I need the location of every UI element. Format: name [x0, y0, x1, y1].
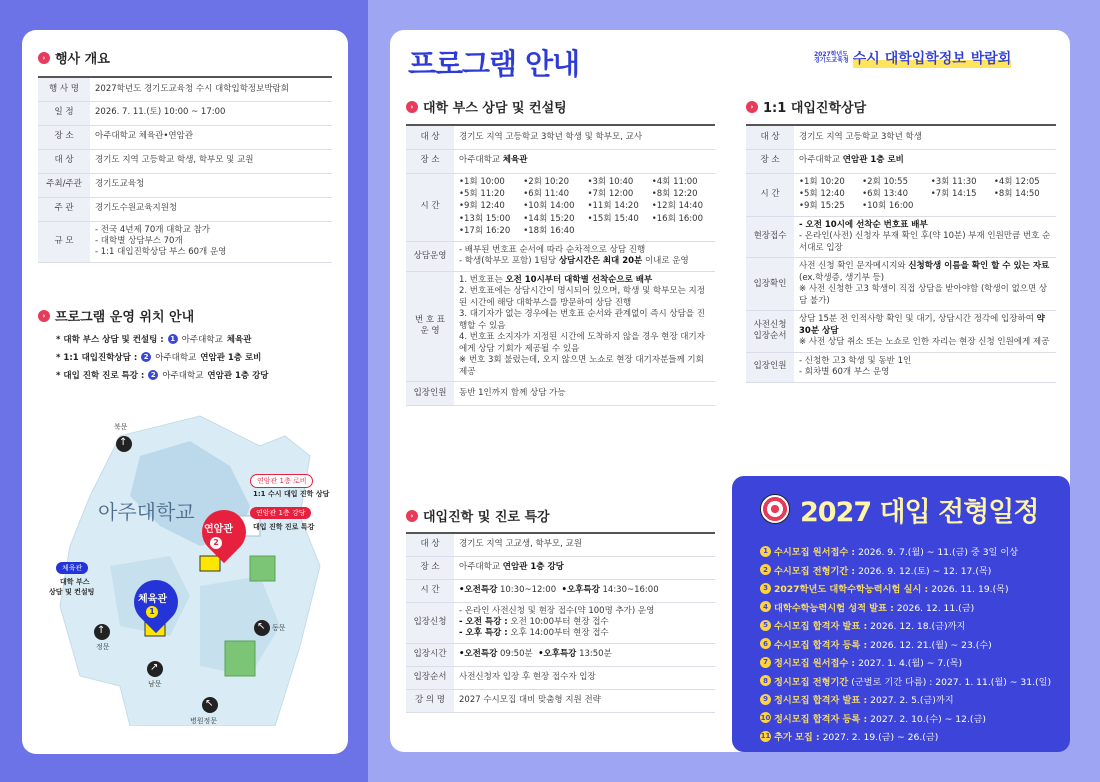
- table-row: [38, 101, 332, 125]
- table-row: [746, 352, 1056, 382]
- scale-line: - 전국 4년제 70개 대학교 참가: [95, 224, 210, 235]
- schedule-date: 2026. 11. 19.(목): [931, 584, 1009, 595]
- row-key: 대 상: [38, 149, 90, 173]
- table-row: [406, 602, 715, 643]
- south-gate-arrow-icon: ↗: [150, 662, 159, 673]
- onsite-line: - 온라인(사전) 신청자 부재 확인 후(약 10분) 부재 인원만큼 번호 순서대로 입장: [799, 231, 1051, 253]
- schedule-item: [760, 544, 1060, 558]
- num-line: 2. 번호표에는 상담시간이 명시되어 있으며, 학생 및 학부모는 지정된 시간에 해당 대학부스를 방문하여 상담 진행: [459, 286, 705, 308]
- schedule-item: [760, 692, 1060, 706]
- scale-line: - 1:1 대입진학상담 부스 60개 운영: [95, 247, 227, 258]
- table-row: [406, 556, 715, 579]
- schedule-number: 4: [760, 601, 771, 612]
- row-key: 사전신청 입장순서: [746, 311, 794, 352]
- time-slot: •4회 12:05: [993, 176, 1040, 187]
- schedule-label: 수시모집 원서접수 :: [774, 547, 856, 558]
- booth-table: [406, 124, 715, 406]
- people-line: - 회차별 60개 부스 운영: [799, 367, 890, 378]
- north-gate-label: 북문: [114, 423, 128, 431]
- time-slot: •4회 11:00: [651, 176, 698, 187]
- consult-heading: [746, 97, 866, 116]
- schedule-number: 6: [760, 638, 771, 649]
- lecture-table: [406, 532, 715, 713]
- time-slot: •8회 14:50: [993, 188, 1040, 199]
- time-slot: •5회 12:40: [799, 188, 845, 199]
- table-row: [406, 125, 715, 149]
- row-value: 2027 수시모집 대비 맞춤형 지원 전략: [454, 689, 715, 712]
- location-place: 아주대학교: [181, 335, 223, 345]
- schedule-label: 추가 모집 :: [774, 732, 820, 743]
- check-text: 사전 신청 확인 문자메시지와: [799, 261, 909, 272]
- row-key: 대 상: [406, 533, 454, 556]
- row-value: 2026. 7. 11.(토) 10:00 ~ 17:00: [90, 101, 332, 125]
- num-bold: 오전 10시부터 대학별 선착순으로 배부: [505, 274, 653, 285]
- tag-hall-desc: 대입 진학 진로 특강: [253, 523, 315, 531]
- brand-small-org: 경기도교육청: [814, 57, 849, 64]
- location-place-bold: 연암관 1층 로비: [200, 353, 262, 363]
- people-line: - 신청한 고3 학생 및 동반 1인: [799, 355, 912, 366]
- main-gate-arrow-icon: ↑: [97, 625, 106, 636]
- table-row: [406, 689, 715, 712]
- time-slot: •6회 13:40: [862, 188, 908, 199]
- schedule-item: [760, 711, 1060, 725]
- pin-gym-name: 체육관: [138, 594, 167, 605]
- arrow-icon: ›: [38, 52, 50, 64]
- table-row: [38, 173, 332, 197]
- schedule-number: 9: [760, 694, 771, 705]
- time-slot: •9회 12:40: [459, 201, 505, 212]
- row-key: 시 간: [746, 173, 794, 216]
- row-value: [454, 271, 715, 381]
- num-line: 3. 대기자가 없는 경우에는 번호표 순서와 관계없이 즉시 상담을 진행할 수 있음: [459, 309, 705, 331]
- apply-text: 오전 10:00부터 현장 접수: [507, 616, 609, 627]
- program-title: 프로그램 안내: [408, 47, 580, 81]
- schedule-number: 2: [760, 564, 771, 575]
- op-text: 이내로 운영: [642, 256, 689, 267]
- row-key: 번 호 표 운 영: [406, 271, 454, 381]
- table-row: [406, 173, 715, 241]
- time-slot: •11회 14:20: [587, 201, 639, 212]
- op-line: - 배부된 번호표 순서에 따라 순차적으로 상담 진행: [459, 244, 646, 255]
- row-value: 경기도수원교육지원청: [90, 197, 332, 221]
- table-row: [38, 221, 332, 262]
- location-number: 2: [148, 370, 158, 380]
- schedule-item: [760, 729, 1060, 743]
- row-value: [454, 556, 715, 579]
- east-gate-label: 동문: [272, 624, 286, 632]
- target-icon: [760, 494, 790, 524]
- row-key: 입장순서: [406, 666, 454, 689]
- row-key: 현장접수: [746, 216, 794, 257]
- schedule-date: 2026. 12. 18.(금)까지: [870, 621, 966, 632]
- schedule-item: [760, 655, 1060, 669]
- time-slot: •3회 11:30: [930, 176, 977, 187]
- arrow-icon: ›: [38, 310, 50, 322]
- row-key: 행 사 명: [38, 77, 90, 101]
- schedule-number: 11: [760, 732, 771, 740]
- row-value: 사전신청자 입장 후 현장 접수자 입장: [454, 666, 715, 689]
- location-label: * 대입 진학 진로 특강 :: [56, 371, 145, 381]
- row-value: [794, 311, 1056, 352]
- row-value: [794, 149, 1056, 173]
- row-key: 장 소: [746, 149, 794, 173]
- schedule-date: 2027. 1. 4.(월) ~ 7.(목): [858, 658, 963, 669]
- schedule-label: 수시모집 합격자 등록 :: [774, 639, 868, 651]
- arrow-icon: ›: [406, 510, 418, 522]
- row-value: 경기도 지역 고등학교 학생, 학부모 및 교원: [90, 149, 332, 173]
- row-value: [454, 643, 715, 666]
- entry-pm-label: •오후특강: [538, 649, 577, 660]
- table-row: [406, 666, 715, 689]
- table-row: [406, 271, 715, 381]
- table-row: [746, 311, 1056, 352]
- location-place-bold: 연암관 1층 강당: [207, 371, 269, 381]
- time-slot: •14회 15:20: [523, 213, 575, 224]
- location-place-bold: 체육관: [226, 335, 252, 345]
- time-grid: [454, 173, 715, 241]
- schedule-number: 3: [760, 583, 771, 594]
- row-key: 장 소: [406, 556, 454, 579]
- onsite-bold: - 오전 10시에 선착순 번호표 배부: [799, 219, 928, 230]
- place-bold: 체육관: [502, 155, 528, 166]
- table-row: [38, 197, 332, 221]
- location-item: [56, 351, 346, 363]
- row-key: 입장신청: [406, 602, 454, 643]
- arrow-icon: ›: [406, 101, 418, 113]
- lecture-title: 대입진학 및 진로 특강: [423, 510, 550, 525]
- time-slot: •8회 12:20: [651, 188, 698, 199]
- tag-lobby-desc: 1:1 수시 대입 진학 상담: [253, 490, 330, 498]
- hospital-gate-label: 병원정문: [190, 717, 218, 725]
- schedule-label: 2027학년도 대학수학능력시험 실시 :: [774, 584, 929, 595]
- tag-gym-desc2: 상담 및 컨설팅: [49, 588, 95, 596]
- location-item: [56, 333, 346, 345]
- pin-yeonam-number: 2: [210, 537, 222, 549]
- schedule-label: 수시모집 전형기간 :: [774, 565, 856, 577]
- op-bold: 상담시간은 최대 20분: [558, 256, 643, 267]
- row-value: 동반 1인까지 함께 상담 가능: [454, 382, 715, 406]
- time-slot: •12회 14:40: [651, 201, 703, 212]
- location-place: 아주대학교: [155, 353, 197, 363]
- row-value: [90, 221, 332, 262]
- op-text: - 학생(학부모 포함) 1팀당: [459, 256, 559, 267]
- table-row: [406, 579, 715, 602]
- schedule-item: [760, 581, 1060, 595]
- row-key: 시 간: [406, 173, 454, 241]
- schedule-number: 1: [760, 546, 771, 557]
- row-value: 경기도 지역 고교생, 학부모, 교원: [454, 533, 715, 556]
- row-key: 입장시간: [406, 643, 454, 666]
- tag-gym-desc1: 대학 부스: [60, 578, 90, 586]
- row-value: 경기도 지역 고등학교 3학년 학생: [794, 125, 1056, 149]
- schedule-date: 2027. 2. 19.(금) ~ 26.(금): [822, 732, 939, 743]
- row-key: 입장확인: [746, 258, 794, 311]
- row-key: 강 의 명: [406, 689, 454, 712]
- order-line: [799, 314, 1051, 337]
- location-label: * 1:1 대입진학상담 :: [56, 353, 138, 363]
- place-text: 아주대학교: [799, 155, 843, 166]
- table-row: [406, 643, 715, 666]
- schedule-box: [732, 476, 1070, 752]
- brand-small: [814, 52, 849, 64]
- overview-table: [38, 76, 332, 263]
- east-gate-arrow-icon: ↖: [257, 621, 266, 632]
- tag-lobby: 연암관 1층 로비: [250, 474, 313, 488]
- scale-line: - 대학별 상담부스 70개: [95, 235, 183, 246]
- schedule-item: [760, 600, 1060, 614]
- apply-line: [459, 617, 710, 628]
- time-grid: [794, 173, 1056, 216]
- schedule-item: [760, 637, 1060, 651]
- table-row: [38, 149, 332, 173]
- row-value: [454, 602, 715, 643]
- time-slot: •1회 10:20: [799, 176, 845, 187]
- schedule-number: 7: [760, 657, 771, 668]
- schedule-date: 2026. 12. 11.(금): [896, 602, 975, 614]
- check-line: ※ 사전 신청한 고3 학생이 직접 상담을 받아야함 (학생이 없으면 상담 불가): [799, 284, 1048, 306]
- tag-hall: 연암관 1층 강당: [250, 507, 311, 519]
- consult-title: 1:1 대입진학상담: [763, 101, 867, 116]
- campus-name: 아주대학교: [98, 500, 195, 524]
- south-gate-label: 남문: [148, 680, 162, 688]
- schedule-label: 정시모집 원서접수 :: [774, 658, 856, 669]
- entry-am-time: 09:50분: [497, 649, 533, 660]
- table-row: [746, 216, 1056, 257]
- pm-label: •오후특강: [561, 584, 600, 595]
- table-row: [38, 125, 332, 149]
- time-slot: •7회 14:15: [930, 188, 977, 199]
- time-slot: •18회 16:40: [523, 226, 575, 237]
- lecture-heading: [406, 506, 550, 525]
- check-text: (ex.학생증, 생기부 등): [799, 272, 885, 283]
- hospital-gate-arrow-icon: ↖: [205, 698, 214, 709]
- schedule-date: 2026. 9. 12.(토) ~ 12. 17.(목): [858, 565, 992, 577]
- row-key: 입장인원: [406, 382, 454, 406]
- schedule-number: 10: [760, 713, 771, 722]
- order-line: ※ 사전 상담 취소 또는 노쇼로 인한 자리는 현장 신청 인원에게 제공: [799, 337, 1050, 348]
- table-row: [38, 77, 332, 101]
- num-line: ※ 번호 3회 불렀는데, 오지 않으면 노쇼로 현장 대기자분들께 기회 제공: [459, 355, 704, 377]
- op-line: [459, 256, 710, 267]
- num-text: 1. 번호표는: [459, 274, 506, 285]
- pm-time: 14:30~16:00: [599, 584, 659, 595]
- row-value: 2027학년도 경기도교육청 수시 대학입학정보박람회: [90, 77, 332, 101]
- row-key: 일 정: [38, 101, 90, 125]
- schedule-number: 5: [760, 620, 771, 631]
- location-place: 아주대학교: [162, 371, 204, 381]
- row-value: [794, 258, 1056, 311]
- arrow-icon: ›: [746, 101, 758, 113]
- schedule-label: 정시모집 합격자 발표 :: [774, 695, 868, 706]
- order-bold: 약 30분 상담: [799, 314, 1045, 336]
- schedule-date: 2026. 12. 21.(월) ~ 23.(수): [870, 639, 992, 651]
- location-item: [56, 369, 346, 381]
- check-bold: 신청학생 이름을 확인 할 수 있는 자료: [908, 261, 1050, 272]
- tag-gym: 체육관: [56, 562, 88, 574]
- time-slot: •13회 15:00: [459, 213, 511, 224]
- schedule-item: [760, 563, 1060, 577]
- time-slot: •16회 16:00: [651, 213, 703, 224]
- time-slot: •3회 10:40: [587, 176, 634, 187]
- schedule-number: 8: [760, 675, 771, 686]
- location-number: 2: [141, 352, 151, 362]
- table-row: [746, 125, 1056, 149]
- schedule-list: [760, 544, 1060, 748]
- brand-small-year: 2027학년도: [814, 51, 849, 58]
- place-text: 아주대학교: [459, 561, 503, 572]
- overview-heading: [38, 48, 110, 67]
- schedule-item: [760, 618, 1060, 632]
- apply-text: 오후 14:00부터 현장 접수: [507, 628, 609, 639]
- row-value: 아주대학교 체육관•연암관: [90, 125, 332, 149]
- num-line: 4. 번호표 소지자가 지정된 시간에 도착하지 않을 경우 현장 대기자에게 상담 기회가 제공될 수 있음: [459, 332, 705, 354]
- row-value: [454, 149, 715, 173]
- schedule-date: 2027. 2. 5.(금)까지: [870, 695, 954, 706]
- location-label: * 대학 부스 상담 및 컨설팅 :: [56, 335, 164, 345]
- table-row: [746, 149, 1056, 173]
- schedule-date: 2027. 2. 10.(수) ~ 12.(금): [870, 713, 986, 725]
- time-slot: •2회 10:55: [862, 176, 908, 187]
- am-time: 10:30~12:00: [497, 584, 557, 595]
- overview-title: 행사 개요: [55, 52, 110, 67]
- row-key: 규 모: [38, 221, 90, 262]
- row-value: [454, 579, 715, 602]
- table-row: [746, 173, 1056, 216]
- table-row: [406, 382, 715, 406]
- time-slot: •1회 10:00: [459, 176, 505, 187]
- place-bold: 연암관 1층 로비: [842, 155, 904, 166]
- pin-gym-number: 1: [146, 606, 158, 618]
- row-key: 주최/주관: [38, 173, 90, 197]
- apply-bold: - 오전 특강 :: [459, 616, 508, 627]
- time-slot: •2회 10:20: [523, 176, 570, 187]
- campus-map-graphic: [50, 396, 348, 726]
- schedule-label: 수시모집 합격자 발표 :: [774, 621, 868, 632]
- row-key: 상담운영: [406, 241, 454, 271]
- apply-line: - 온라인 사전신청 및 현장 접수(약 100명 추가) 운영: [459, 605, 655, 616]
- schedule-date: 2026. 9. 7.(월) ~ 11.(금) 중 3일 이상: [858, 547, 1019, 558]
- schedule-label: 정시모집 합격자 등록 :: [774, 713, 868, 725]
- row-key: 주 관: [38, 197, 90, 221]
- table-row: [406, 241, 715, 271]
- row-value: [794, 352, 1056, 382]
- check-line: [799, 261, 1051, 284]
- order-text: 상담 15분 전 인적사항 확인 및 대기, 상담시간 정각에 입장하여: [799, 314, 1037, 325]
- entry-am-label: •오전특강: [459, 649, 498, 660]
- brand: [814, 48, 1011, 68]
- row-key: 장 소: [38, 125, 90, 149]
- time-slot: •6회 11:40: [523, 188, 570, 199]
- row-value: 경기도 지역 고등학교 3학년 학생 및 학부모, 교사: [454, 125, 715, 149]
- consult-table: [746, 124, 1056, 383]
- am-label: •오전특강: [459, 584, 498, 595]
- place-text: 아주대학교: [459, 155, 503, 166]
- table-row: [406, 149, 715, 173]
- location-number: 1: [168, 334, 178, 344]
- row-value: 경기도교육청: [90, 173, 332, 197]
- north-gate-arrow-icon: ↑: [119, 437, 128, 448]
- main-gate-label: 정문: [96, 643, 110, 651]
- schedule-date: (군별로 기간 다름) : 2027. 1. 11.(월) ~ 31.(일): [851, 676, 1052, 688]
- time-slot: •17회 16:20: [459, 226, 511, 237]
- location-title: 프로그램 운영 위치 안내: [55, 310, 195, 325]
- entry-pm-time: 13:50분: [576, 649, 612, 660]
- time-slot: •9회 15:25: [799, 201, 845, 212]
- booth-heading: [406, 97, 567, 116]
- apply-bold: - 오후 특강 :: [459, 628, 508, 639]
- schedule-label: 정시모집 전형기간: [774, 676, 849, 688]
- num-line: [459, 275, 710, 286]
- apply-line: [459, 628, 710, 639]
- row-value: [454, 241, 715, 271]
- place-bold: 연암관 1층 강당: [502, 561, 564, 572]
- location-list: [56, 333, 346, 387]
- schedule-label: 대학수학능력시험 성적 발표 :: [774, 602, 894, 614]
- row-key: 대 상: [406, 125, 454, 149]
- schedule-title: 2027 대입 전형일정: [800, 497, 1039, 528]
- campus-map: [50, 396, 348, 726]
- brand-main: 수시 대학입학정보 박람회: [853, 48, 1012, 68]
- time-slot: •5회 11:20: [459, 188, 505, 199]
- row-key: 시 간: [406, 579, 454, 602]
- time-slot: •10회 14:00: [523, 201, 575, 212]
- row-key: 대 상: [746, 125, 794, 149]
- location-heading: [38, 306, 194, 325]
- time-slot: •7회 12:00: [587, 188, 634, 199]
- pin-yeonam-name: 연암관: [204, 524, 233, 535]
- table-row: [406, 533, 715, 556]
- schedule-item: [760, 674, 1060, 688]
- row-key: 장 소: [406, 149, 454, 173]
- booth-title: 대학 부스 상담 및 컨설팅: [423, 101, 567, 116]
- row-value: [794, 216, 1056, 257]
- time-slot: •10회 16:00: [862, 201, 914, 212]
- table-row: [746, 258, 1056, 311]
- row-key: 입장인원: [746, 352, 794, 382]
- time-slot: •15회 15:40: [587, 213, 639, 224]
